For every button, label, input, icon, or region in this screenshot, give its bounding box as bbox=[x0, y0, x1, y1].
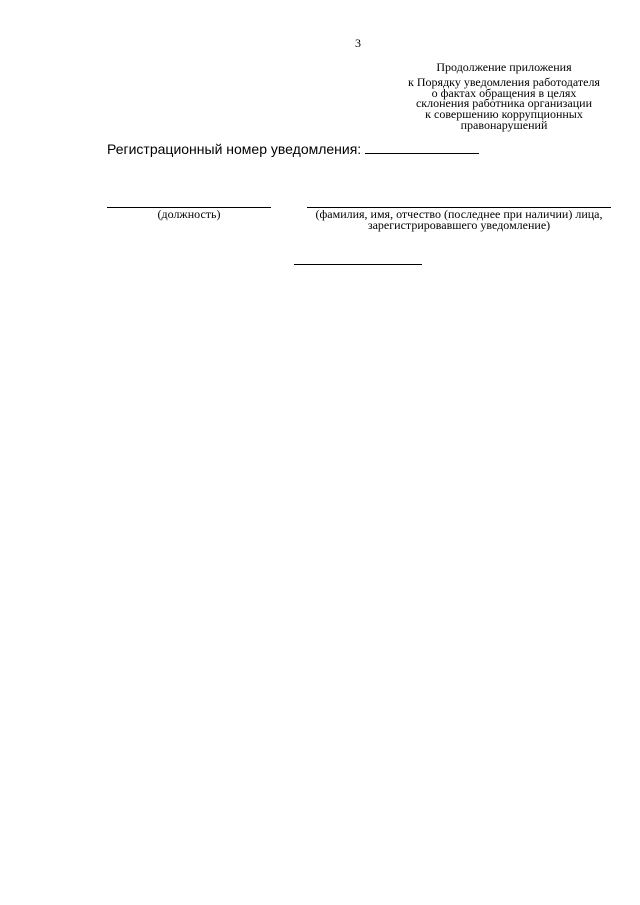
position-caption bbox=[107, 209, 271, 220]
registration-number-field[interactable] bbox=[365, 153, 479, 154]
appendix-header bbox=[388, 62, 620, 131]
appendix-header-line: правонарушений bbox=[460, 117, 548, 132]
appendix-header-line: к Порядку уведомления работодателя bbox=[408, 74, 600, 89]
closing-divider bbox=[294, 264, 422, 265]
appendix-title: Продолжение приложения bbox=[436, 60, 572, 74]
registrar-name-caption-line: (фамилия, имя, отчество (последнее при наличии) лица, bbox=[315, 207, 603, 221]
registrar-name-caption-line: зарегистрировавшего уведомление) bbox=[367, 218, 551, 232]
registrar-name-caption bbox=[307, 209, 611, 231]
appendix-header-line: о фактах обращения в целях bbox=[431, 85, 577, 100]
appendix-header-line: к совершению коррупционных bbox=[425, 107, 583, 122]
registration-number-row bbox=[107, 139, 479, 159]
registration-number-label: Регистрационный номер уведомления: bbox=[107, 141, 362, 157]
page-number: 3 bbox=[355, 36, 361, 50]
appendix-header-line: склонения работника организации bbox=[415, 96, 592, 111]
position-caption-text: (должность) bbox=[157, 207, 221, 221]
